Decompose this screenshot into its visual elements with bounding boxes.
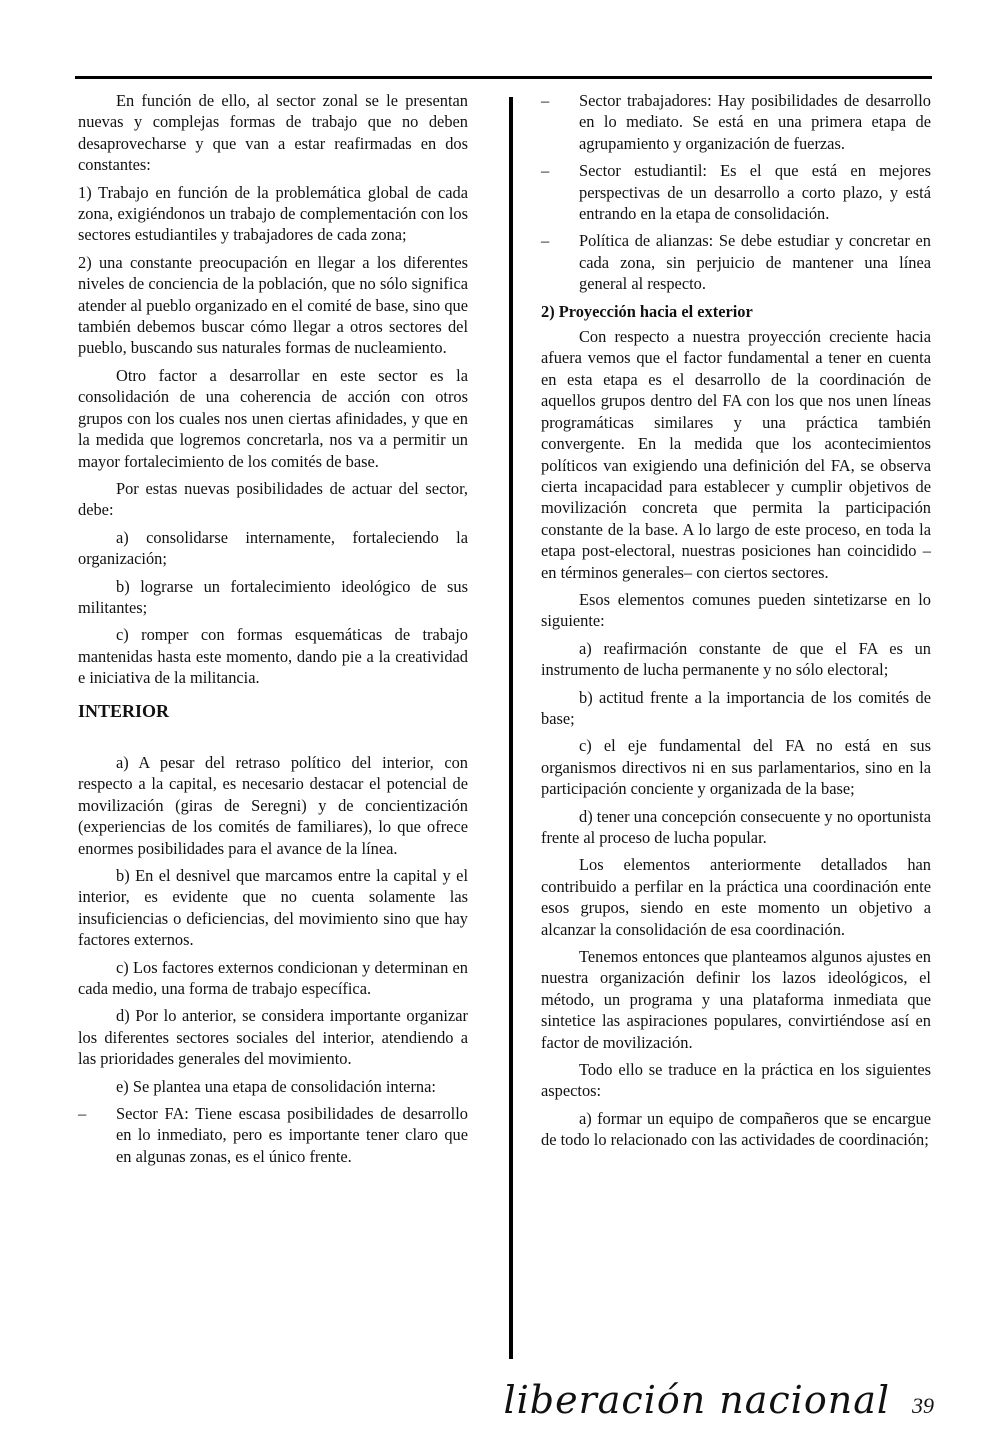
column-divider (509, 97, 513, 1359)
point-1: 1) Trabajo en función de la problemática global de cada zona, exigiéndonos un trabajo de complementación con los sectores estudiantiles y trabajadores de cada zona; (78, 182, 468, 245)
subheading-proyeccion: 2) Proyección hacia el exterior (541, 301, 753, 321)
list-item: b) lograrse un fortalecimiento ideológico de sus militantes; (78, 576, 468, 617)
dash-marker: – (541, 91, 550, 110)
dash-item-sector-fa (78, 1103, 468, 1167)
paragraph: Todo ello se traduce en la práctica en los siguientes aspectos: (541, 1060, 931, 1101)
list-item: a) reafirmación constante de que el FA es un instrumento de lucha permanente y no sólo electoral; (541, 638, 931, 680)
paragraph-por-estas: Por estas nuevas posibilidades de actuar del sector, debe: (78, 478, 468, 520)
dash-marker: – (541, 231, 550, 251)
publication-logo: liberación nacional (503, 1378, 890, 1422)
interior-item: d) Por lo anterior, se considera importante organizar los diferentes sectores sociales del interior, atendiendo a las prioridades generales del movimiento. (78, 1006, 468, 1069)
paragraph-factor: Otro factor a desarrollar en este sector es la consolidación de una coherencia de acción con otros grupos con los cuales nos unen ciertas afinidades, y que en la medida que logremos concretarla, nos va a permitir un mayor fortalecimiento de los comités de base. (78, 365, 468, 471)
sector-text: Política de alianzas: Se debe estudiar y concretar en cada zona, sin perjuicio de mantener una línea general al respecto. (579, 231, 931, 294)
left-column (78, 90, 468, 1173)
list-item: d) tener una concepción consecuente y no oportunista frente al proceso de lucha popular. (541, 806, 931, 847)
sector-fa-text: Sector FA: Tiene escasa posibilidades de desarrollo en lo inmediato, pero es importante tener claro que en algunas zonas, es el único frente. (116, 1104, 468, 1166)
dash-item-politica-alianzas (541, 230, 931, 294)
dash-item-sector-estudiantil (541, 160, 931, 224)
list-item: a) consolidarse internamente, fortaleciendo la organización; (78, 527, 468, 569)
paragraph: Tenemos entonces que planteamos algunos ajustes en nuestra organización definir los lazos ideológicos, el método, un programa y una plataforma inmediata que sintetice las aspiraciones populares, convirtiéndose así en factor de movilización. (541, 947, 931, 1052)
section-heading-interior: INTERIOR (78, 700, 170, 721)
interior-item: c) Los factores externos condicionan y determinan en cada medio, una forma de trabajo específica. (78, 957, 468, 999)
paragraph: Con respecto a nuestra proyección creciente hacia afuera vemos que el factor fundamental a tener en cuenta en esta etapa es el desarrollo de la coordinación de aquellos grupos dentro del FA con los que nos unen líneas programáticas similares y una práctica también convergente. En la medida que los acontecimientos políticos van exigiendo una definición del FA, se observa cierta incapacidad para establecer y cumplir objetivos de movilización concreta que permita la participación constante de la base. A lo largo de este proceso, en toda la etapa post-electoral, nuestras posiciones han coincidido –en términos generales– con ciertos sectores. (541, 327, 931, 582)
paragraph-intro: En función de ello, al sector zonal se le presentan nuevas y complejas formas de trabajo que no deben desaprovecharse y que van a estar reafirmadas en dos constantes: (78, 91, 468, 175)
paragraph: Los elementos anteriormente detallados han contribuido a perfilar en la práctica una coordinación ente esos grupos, siendo en este momento un objetivo a alcanzar la consolidación de esa coordinación. (541, 855, 931, 939)
sector-text: Sector trabajadores: Hay posibilidades de desarrollo en lo mediato. Se está en una primera etapa de agrupamiento y organización de fuerzas. (579, 91, 931, 153)
paragraph: Esos elementos comunes pueden sintetizarse en lo siguiente: (541, 589, 931, 631)
interior-item: b) En el desnivel que marcamos entre la capital y el interior, es evidente que no cuenta solamente las insuficiencias o deficiencias, del movimiento sino que hay factores externos. (78, 866, 468, 950)
list-item: c) romper con formas esquemáticas de trabajo mantenidas hasta este momento, dando pie a la creatividad e iniciativa de la militancia. (78, 625, 468, 688)
page-footer (503, 1378, 934, 1422)
paragraph: a) formar un equipo de compañeros que se encargue de todo lo relacionado con las actividades de coordinación; (541, 1108, 931, 1150)
dash-marker: – (541, 161, 550, 181)
sector-text: Sector estudiantil: Es el que está en mejores perspectivas de un desarrollo a corto plazo, y está entrando en la etapa de consolidación. (579, 161, 931, 224)
point-2: 2) una constante preocupación en llegar a los diferentes niveles de conciencia de la población, que no sólo significa atender al pueblo organizado en el comité de base, sino que también debemos buscar cómo llegar a otros sectores del pueblo, buscando sus naturales formas de nucleamiento. (78, 252, 468, 358)
list-item: b) actitud frente a la importancia de los comités de base; (541, 687, 931, 728)
top-rule (75, 76, 932, 79)
right-column (541, 90, 931, 1157)
page-number: 39 (912, 1393, 934, 1418)
list-item: c) el eje fundamental del FA no está en sus organismos directivos ni en sus parlamentarios, sino en la participación conciente y organizada de la base; (541, 736, 931, 799)
interior-item: e) Se plantea una etapa de consolidación interna: (116, 1076, 436, 1096)
dash-marker: – (78, 1104, 87, 1124)
dash-item-sector-trabajadores (541, 90, 931, 154)
interior-item: a) A pesar del retraso político del interior, con respecto a la capital, es necesario destacar el potencial de movilización (giras de Seregni) y de concientización (experiencias de los comités de familiares), lo que ofrece enormes posibilidades para el avance de la línea. (78, 752, 468, 858)
